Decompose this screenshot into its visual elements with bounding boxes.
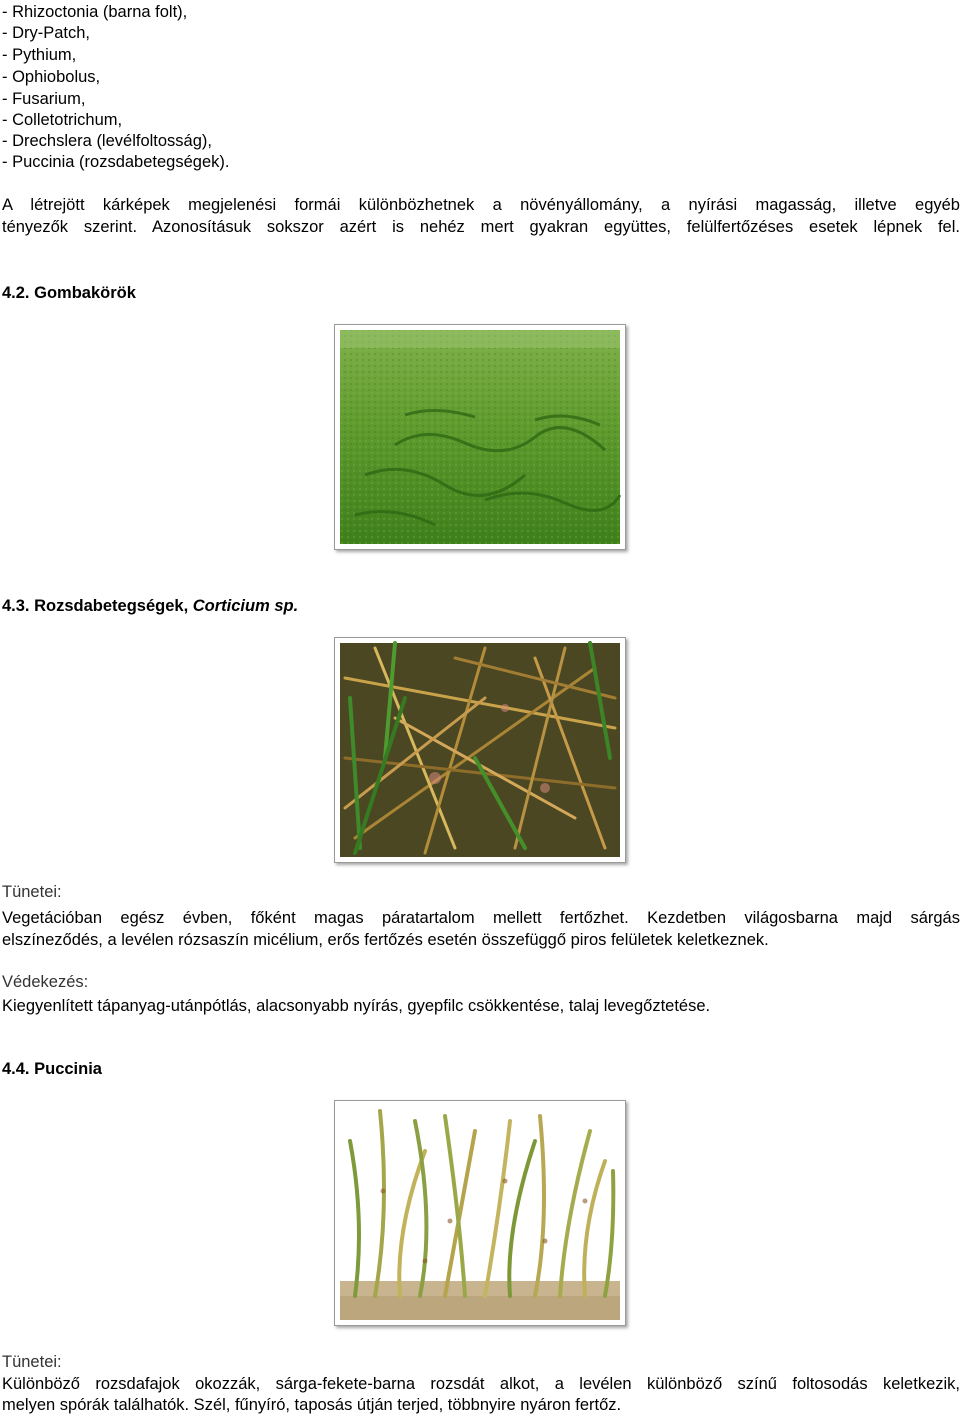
symptoms-text-line: elszíneződés, a levélen rózsaszín micélium, erős fertőzés esetén összefüggő piros felületek keletkeznek. [2,931,769,949]
fairy-ring-lawn-photo [334,324,626,550]
list-item: - Puccinia (rozsdabetegségek). [2,153,230,171]
protection-text: Kiegyenlített tápanyag-utánpótlás, alacsonyabb nyírás, gyepfilc csökkentése, talaj levegőztetése. [2,997,711,1015]
puccinia-rust-grass-photo [334,1100,626,1326]
symptoms-text-line: melyen spórák találhatók. Szél, fűnyíró, taposás útján terjed, többnyire nyáron fertőz. [2,1396,622,1414]
list-item: - Ophiobolus, [2,68,101,86]
symptoms-label: Tünetei: [2,883,62,901]
section-heading-gombakorok: 4.2. Gombakörök [2,284,136,302]
intro-paragraph-line: tényezők szerint. Azonosításuk sokszor azért is nehéz mert gyakran együttes, felülfertőzéses esetek lépnek fel. [2,218,960,236]
symptoms-text-line: Különböző rozsdafajok okozzák, sárga-fekete-barna rozsdát alkot, a levélen különböző színű foltosodás keletkezik, [2,1375,960,1393]
protection-label: Védekezés: [2,973,89,991]
symptoms-text-line: Vegetációban egész évben, főként magas páratartalom mellett fertőzhet. Kezdetben világosbarna majd sárgás [2,909,960,927]
section-heading-rozsdabetegsegek [2,596,298,616]
list-item: - Colletotrichum, [2,111,123,129]
symptoms-label: Tünetei: [2,1353,62,1371]
list-item: - Drechslera (levélfoltosság), [2,132,212,150]
section-heading-puccinia: 4.4. Puccinia [2,1060,102,1078]
heading-species-name: Corticium sp. [192,597,299,615]
intro-paragraph-line: A létrejött kárképek megjelenési formái különbözhetnek a növényállomány, a nyírási magasság, illetve egyéb [2,196,960,214]
list-item: - Rhizoctonia (barna folt), [2,3,188,21]
heading-text: 4.3. Rozsdabetegségek, [2,597,193,615]
list-item: - Pythium, [2,46,77,64]
list-item: - Fusarium, [2,90,86,108]
list-item: - Dry-Patch, [2,24,91,42]
corticium-grass-photo [334,637,626,863]
